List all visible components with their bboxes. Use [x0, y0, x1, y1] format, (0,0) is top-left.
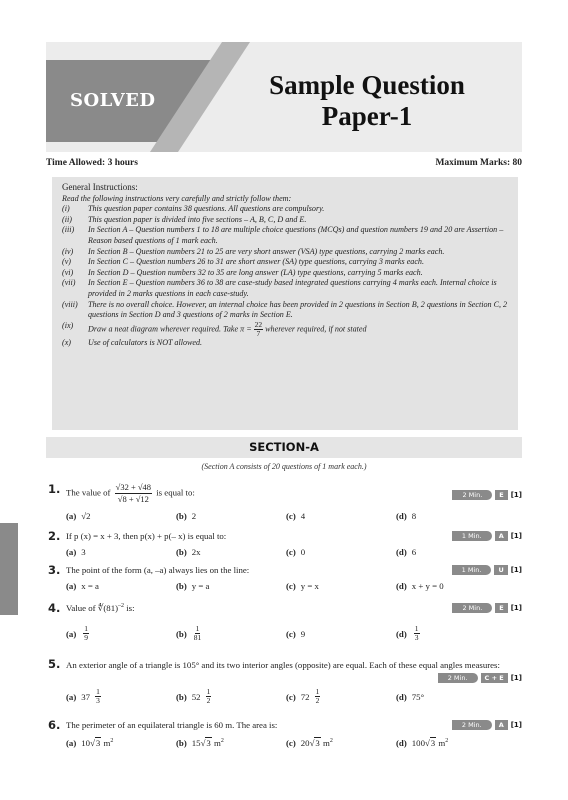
question-text-a: The value of: [66, 487, 111, 498]
question-tags: [438, 673, 522, 683]
root-expression: ∜(81): [97, 603, 119, 613]
option-label: (b): [176, 628, 187, 639]
level-badge: C + E: [481, 673, 508, 683]
instruction-item: [62, 215, 508, 226]
fraction-denominator: 7: [256, 328, 261, 338]
question-tags: [452, 720, 522, 730]
option-d[interactable]: [396, 547, 506, 557]
option-value: 0: [300, 547, 306, 557]
option-c[interactable]: [286, 547, 396, 557]
time-allowed: Time Allowed: 3 hours: [46, 158, 138, 168]
coefficient: 15: [191, 738, 201, 748]
option-c[interactable]: [286, 738, 396, 748]
question-tags: [452, 603, 522, 613]
fraction-numerator: 1: [96, 687, 100, 696]
option-a[interactable]: [66, 688, 176, 705]
marks-label: [1]: [510, 604, 522, 612]
option-label: (d): [396, 581, 407, 591]
solved-badge: SOLVED: [70, 90, 156, 111]
option-d[interactable]: [396, 738, 506, 748]
option-c[interactable]: [286, 688, 396, 705]
instruction-num: (v): [62, 257, 71, 267]
option-label: (b): [176, 581, 187, 591]
option-value: 4: [300, 511, 306, 521]
option-label: (c): [286, 738, 296, 748]
level-badge: E: [495, 603, 507, 613]
option-fraction: [315, 688, 321, 705]
question-text-b: is:: [126, 603, 135, 613]
option-label: (c): [286, 628, 296, 639]
option-fraction: [83, 625, 89, 642]
option-value: 3: [81, 547, 86, 557]
instruction-item: [62, 204, 508, 215]
option-b[interactable]: [176, 688, 286, 705]
option-value: 10√3 $m^2$: [81, 738, 114, 748]
instruction-item: [62, 225, 508, 246]
instruction-num: (i): [62, 204, 70, 214]
option-label: (d): [396, 738, 407, 748]
instruction-item: [62, 257, 508, 268]
option-label: (c): [286, 691, 296, 702]
title-line-2: Paper-1: [321, 101, 413, 131]
option-label: (b): [176, 547, 187, 557]
maximum-marks: Maximum Marks: 80: [435, 158, 522, 168]
time-badge: 1 Min.: [452, 531, 492, 541]
option-fraction: [95, 688, 101, 705]
option-fraction: [194, 625, 202, 642]
level-badge: E: [495, 490, 507, 500]
side-tab: [0, 523, 18, 615]
option-b[interactable]: [176, 511, 286, 521]
instruction-text: This question paper is divided into five sections – A, B, C, D and E.: [88, 214, 307, 224]
instruction-num: (ii): [62, 214, 72, 224]
unit: m: [323, 738, 330, 748]
option-a[interactable]: [66, 581, 176, 591]
option-b[interactable]: [176, 547, 286, 557]
coefficient: 100: [411, 738, 425, 748]
option-value: √2: [81, 511, 91, 521]
instruction-num: (x): [62, 337, 71, 347]
question-text-b: is equal to:: [156, 487, 195, 498]
option-label: (c): [286, 511, 296, 521]
level-badge: U: [494, 565, 507, 575]
marks-label: [1]: [510, 674, 522, 682]
fraction-numerator: 1: [195, 624, 200, 633]
option-value: x = a: [81, 581, 99, 591]
coefficient: 20: [300, 738, 310, 748]
option-whole: 37: [81, 691, 91, 702]
option-fraction: [206, 688, 212, 705]
instruction-num: (vi): [62, 267, 74, 277]
option-a[interactable]: [66, 625, 176, 642]
option-label: (d): [396, 547, 407, 557]
question-text-a: Value of: [66, 603, 96, 613]
option-value: 9: [300, 628, 306, 639]
fraction-numerator: 1: [84, 624, 89, 633]
unit: m: [214, 738, 221, 748]
question-number: 3.: [48, 563, 61, 577]
radicand: 3: [95, 738, 101, 748]
option-label: (c): [286, 547, 296, 557]
option-value: 2x: [191, 547, 201, 557]
options: [66, 581, 506, 591]
question-tags: [452, 531, 522, 541]
time-badge: 2 Min.: [452, 720, 492, 730]
option-c[interactable]: [286, 625, 396, 642]
option-label: (a): [66, 581, 77, 591]
option-value: 20√3 $m^2$: [300, 738, 333, 748]
question-text: The perimeter of an equilateral triangle is 60 m. The area is:: [66, 720, 278, 730]
option-value: y = a: [191, 581, 210, 591]
question-number: 1.: [48, 482, 61, 496]
question-text: If p (x) = x + 3, then p(x) + p(– x) is equal to:: [66, 531, 227, 541]
instruction-text-b: wherever required, if not stated: [265, 324, 367, 334]
instruction-text-a: Draw a neat diagram wherever required. Take π =: [88, 324, 252, 334]
instruction-text: In Section A – Question numbers 1 to 18 are multiple choice questions (MCQs) and question numbers 19 and 20 are Assertion – Reason based questions of 1 mark each.: [88, 225, 504, 245]
question-text: [66, 603, 456, 614]
coefficient: 10: [81, 738, 91, 748]
option-value: x + y = 0: [411, 581, 444, 591]
instructions-intro: Read the following instructions very carefully and strictly follow them:: [62, 193, 292, 203]
option-label: (b): [176, 691, 187, 702]
section-note: (Section A consists of 20 questions of 1 mark each.): [201, 462, 367, 471]
option-label: (d): [396, 628, 407, 639]
question-tags: [452, 490, 522, 500]
radicand: 3: [430, 738, 436, 748]
option-label: (c): [286, 581, 296, 591]
instruction-text: Use of calculators is NOT allowed.: [88, 337, 203, 347]
option-label: (d): [396, 691, 407, 702]
fraction-numerator: 22: [254, 319, 263, 329]
instruction-text: [88, 321, 508, 338]
fraction-numerator: √32 + √48: [115, 482, 152, 492]
option-c[interactable]: [286, 581, 396, 591]
option-label: (b): [176, 511, 187, 521]
option-label: (a): [66, 547, 77, 557]
radicand: 3: [315, 738, 320, 748]
marks-label: [1]: [510, 721, 522, 729]
title-line-1: Sample Question: [269, 70, 465, 100]
level-badge: A: [495, 531, 508, 541]
marks-label: [1]: [510, 491, 522, 499]
question-number: 5.: [48, 657, 61, 671]
option-value: 100√3 $m^2$: [411, 738, 449, 748]
instruction-text: In Section D – Question numbers 32 to 35 are long answer (LA) type questions, carrying 5 marks each.: [88, 267, 423, 277]
question-number: 4.: [48, 601, 61, 615]
marks-label: [1]: [510, 532, 522, 540]
options: [66, 625, 506, 642]
option-label: (a): [66, 511, 77, 521]
time-badge: 2 Min.: [452, 603, 492, 613]
option-label: (a): [66, 628, 77, 639]
instruction-num: (vii): [62, 278, 76, 288]
instruction-num: (iii): [62, 225, 75, 235]
option-label: (a): [66, 691, 77, 702]
option-value: 75°: [411, 691, 425, 702]
option-label: (d): [396, 511, 407, 521]
instruction-item: [62, 268, 508, 279]
instruction-num: (viii): [62, 299, 78, 309]
option-a[interactable]: [66, 738, 176, 748]
time-badge: 2 Min.: [452, 490, 492, 500]
instruction-num: (iv): [62, 246, 74, 256]
time-badge: 1 Min.: [452, 565, 492, 575]
option-value: 6: [411, 547, 417, 557]
options: [66, 547, 506, 557]
instruction-item: [62, 321, 508, 338]
option-a[interactable]: [66, 511, 176, 521]
options: [66, 511, 506, 521]
page-title: [232, 70, 502, 132]
option-whole: 72: [300, 691, 310, 702]
instruction-text: In Section B – Question numbers 21 to 25 are very short answer (VSA) type questions, carrying 2 marks each.: [88, 246, 445, 256]
option-b[interactable]: [176, 738, 286, 748]
option-d[interactable]: [396, 581, 506, 591]
option-b[interactable]: [176, 581, 286, 591]
instruction-item: [62, 300, 508, 321]
instruction-text: This question paper contains 38 questions. All questions are compulsory.: [88, 204, 325, 214]
question-text: An exterior angle of a triangle is 105° and its two interior angles (opposite) are equal. Each of these equal angles measures:: [66, 660, 500, 670]
fraction-numerator: 1: [206, 687, 211, 696]
fraction-denominator: √8 + √12: [117, 494, 149, 504]
option-value: y = x: [300, 581, 319, 591]
instruction-text: In Section C – Question numbers 26 to 31 are short answer (SA) type questions, carrying 3 marks each.: [88, 257, 425, 267]
instructions-title: General Instructions:: [62, 182, 138, 192]
instruction-text: There is no overall choice. However, an internal choice has been provided in 2 questions in Section B, 2 questions in Section C, 2 questions in Section D and 3 questions of 2 marks in Section E.: [88, 299, 508, 320]
option-value: 15√3 $m^2$: [191, 738, 224, 748]
option-fraction: [414, 625, 420, 642]
option-b[interactable]: [176, 625, 286, 642]
unit: m: [103, 738, 111, 748]
option-value: 8: [411, 511, 417, 521]
marks-label: [1]: [510, 566, 522, 574]
question-number: 6.: [48, 718, 61, 732]
fraction-denominator: 2: [206, 696, 211, 705]
option-label: (b): [176, 738, 187, 748]
option-c[interactable]: [286, 511, 396, 521]
question-number: 2.: [48, 529, 61, 543]
option-whole: 52: [191, 691, 201, 702]
level-badge: A: [495, 720, 508, 730]
option-a[interactable]: [66, 547, 176, 557]
instruction-item: [62, 247, 508, 258]
fraction-denominator: 2: [315, 696, 320, 705]
option-label: (a): [66, 738, 77, 748]
fraction-numerator: 1: [414, 624, 419, 633]
fraction-denominator: 81: [193, 633, 202, 642]
fraction-numerator: 1: [315, 687, 320, 696]
instruction-item: [62, 338, 508, 349]
fraction-denominator: 3: [96, 696, 100, 705]
fraction-denominator: 9: [84, 633, 89, 642]
option-value: 2: [191, 511, 197, 521]
question-text: The point of the form (a, –a) always lies on the line:: [66, 565, 250, 575]
question-tags: [452, 565, 522, 575]
fraction-denominator: 3: [414, 633, 419, 642]
section-heading: SECTION-A: [46, 437, 522, 458]
option-d[interactable]: [396, 511, 506, 521]
general-instructions: [52, 177, 518, 430]
question-text: [66, 482, 456, 505]
option-d[interactable]: [396, 625, 506, 642]
instruction-text: In Section E – Question numbers 36 to 38 are case-study based integrated questions carrying 4 marks each. Internal choice is provided in 2 marks questions in each case-study.: [88, 278, 497, 298]
unit: m: [438, 738, 446, 748]
radicand: 3: [206, 738, 211, 748]
instruction-num: (ix): [62, 320, 74, 330]
exponent: –2: [118, 603, 125, 610]
instruction-item: [62, 278, 508, 299]
option-d[interactable]: [396, 688, 506, 705]
expression-fraction: [115, 482, 152, 505]
options: [66, 688, 506, 705]
pi-fraction: [254, 321, 264, 338]
options: [66, 738, 506, 748]
time-badge: 2 Min.: [438, 673, 478, 683]
